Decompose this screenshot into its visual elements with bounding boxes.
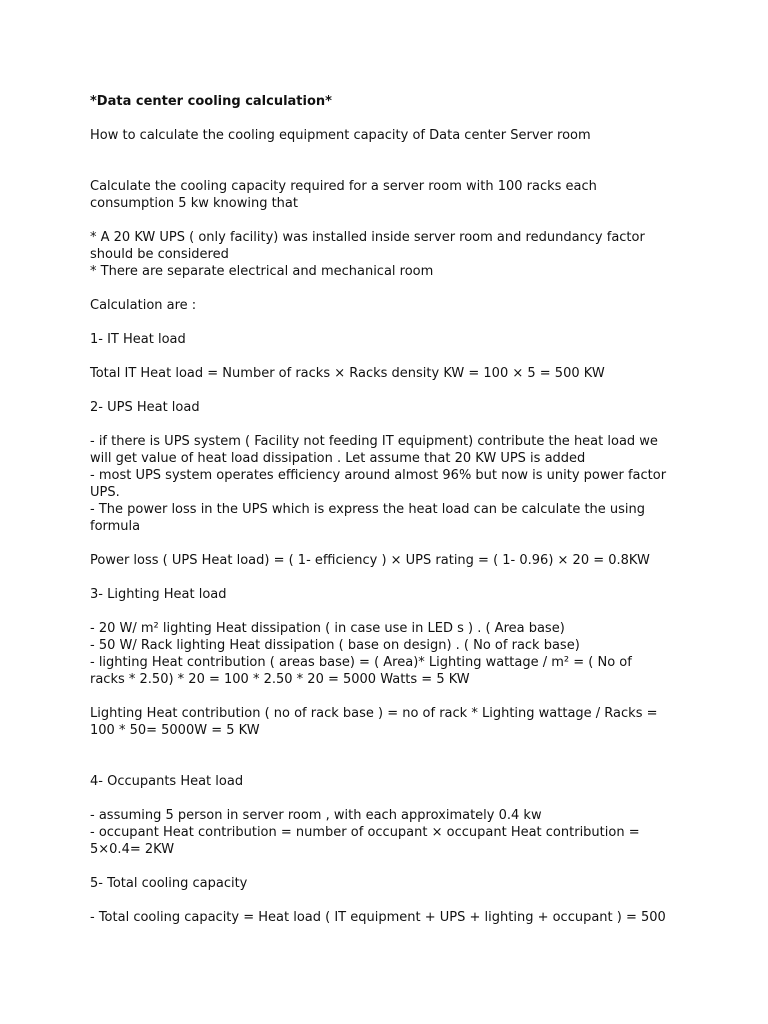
blank-line (90, 416, 690, 433)
condition-line: * There are separate electrical and mechanical room (90, 264, 434, 279)
ups-point-line: formula (90, 519, 141, 534)
ups-point-line: will get value of heat load dissipation . Let assume that 20 KW UPS is added (90, 451, 586, 466)
blank-line (90, 212, 690, 229)
lighting-point-line: - 50 W/ Rack lighting Heat dissipation ( base on design) . ( No of rack base) (90, 638, 580, 653)
lighting-point-line: - lighting Heat contribution ( areas base) = ( Area)* Lighting wattage / m² = ( No of (90, 655, 632, 670)
blank-line (90, 688, 690, 705)
problem-line: Calculate the cooling capacity required for a server room with 100 racks each (90, 179, 597, 194)
blank-line (90, 144, 690, 161)
blank-line (90, 280, 690, 297)
it-heat-load-formula: Total IT Heat load = Number of racks × Racks density KW = 100 × 5 = 500 KW (90, 366, 605, 381)
lighting-point-line: - 20 W/ m² lighting Heat dissipation ( in case use in LED s ) . ( Area base) (90, 621, 565, 636)
ups-heat-load-heading: 2- UPS Heat load (90, 400, 200, 415)
problem-line: consumption 5 kw knowing that (90, 196, 298, 211)
blank-line (90, 603, 690, 620)
occupant-point-line: - occupant Heat contribution = number of occupant × occupant Heat contribution = (90, 825, 640, 840)
occupant-point-line: 5×0.4= 2KW (90, 842, 175, 857)
blank-line (90, 892, 690, 909)
total-cooling-formula: - Total cooling capacity = Heat load ( IT equipment + UPS + lighting + occupant ) = 500 (90, 910, 666, 925)
document-page (90, 93, 690, 926)
occupants-heat-load-heading: 4- Occupants Heat load (90, 774, 244, 789)
blank-line (90, 314, 690, 331)
ups-power-loss-formula: Power loss ( UPS Heat load) = ( 1- efficiency ) × UPS rating = ( 1- 0.96) × 20 = 0.8KW (90, 553, 650, 568)
lighting-heat-load-heading: 3- Lighting Heat load (90, 587, 227, 602)
it-heat-load-heading: 1- IT Heat load (90, 332, 186, 347)
blank-line (90, 756, 690, 773)
ups-point-line: - The power loss in the UPS which is express the heat load can be calculate the using (90, 502, 646, 517)
calculation-intro: Calculation are : (90, 298, 197, 313)
ups-point-line: - if there is UPS system ( Facility not feeding IT equipment) contribute the heat load we (90, 434, 658, 449)
blank-line (90, 569, 690, 586)
blank-line (90, 858, 690, 875)
document-subtitle: How to calculate the cooling equipment capacity of Data center Server room (90, 128, 591, 143)
blank-line (90, 535, 690, 552)
total-cooling-heading: 5- Total cooling capacity (90, 876, 248, 891)
occupant-point-line: - assuming 5 person in server room , with each approximately 0.4 kw (90, 808, 542, 823)
lighting-rack-line: Lighting Heat contribution ( no of rack base ) = no of rack * Lighting wattage / Racks = (90, 706, 658, 721)
ups-point-line: - most UPS system operates efficiency around almost 96% but now is unity power factor (90, 468, 667, 483)
condition-line: should be considered (90, 247, 229, 262)
blank-line (90, 348, 690, 365)
condition-line: * A 20 KW UPS ( only facility) was installed inside server room and redundancy factor (90, 230, 645, 245)
blank-line (90, 382, 690, 399)
blank-line (90, 739, 690, 756)
blank-line (90, 790, 690, 807)
lighting-rack-line: 100 * 50= 5000W = 5 KW (90, 723, 260, 738)
blank-line (90, 161, 690, 178)
blank-line (90, 110, 690, 127)
document-title: *Data center cooling calculation* (90, 94, 332, 109)
ups-point-line: UPS. (90, 485, 120, 500)
lighting-point-line: racks * 2.50) * 20 = 100 * 2.50 * 20 = 5000 Watts = 5 KW (90, 672, 470, 687)
